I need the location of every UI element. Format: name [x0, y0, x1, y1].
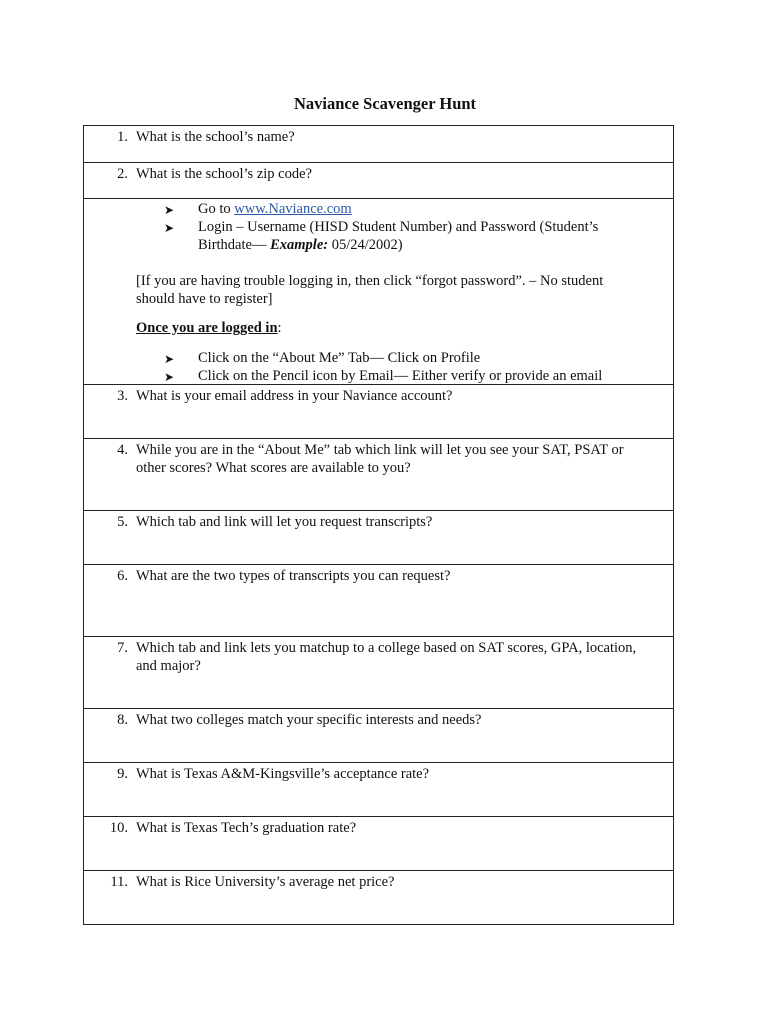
- question-text: Which tab and link will let you request transcripts?: [136, 514, 433, 530]
- login-text-line1: Login – Username (HISD Student Number) and Password (Student’s: [198, 219, 599, 235]
- question-row-8: [84, 709, 673, 763]
- logged-in-heading-text: Once you are logged in: [136, 320, 278, 336]
- example-label: Example:: [270, 237, 329, 253]
- arrow-bullet-icon: ➤: [164, 203, 175, 217]
- question-text: What are the two types of transcripts you can request?: [136, 568, 451, 584]
- naviance-link[interactable]: www.Naviance.com: [234, 201, 352, 217]
- login-text-line2: Birthdate—: [198, 237, 271, 253]
- question-row-4: [84, 439, 673, 511]
- goto-prefix: Go to: [198, 201, 235, 217]
- question-number: 6.: [117, 568, 128, 584]
- question-number: 9.: [117, 766, 128, 782]
- question-number: 3.: [117, 388, 128, 404]
- question-number: 2.: [117, 166, 128, 182]
- question-row-2: [84, 163, 673, 199]
- trouble-line1: [If you are having trouble logging in, then click “forgot password”. – No student: [136, 273, 604, 289]
- question-text: What is the school’s zip code?: [136, 166, 312, 182]
- question-text: What is Rice University’s average net price?: [136, 874, 395, 890]
- question-number: 1.: [117, 129, 128, 145]
- question-row-5: [84, 511, 673, 565]
- question-row-10: [84, 817, 673, 871]
- logged-in-colon: :: [277, 320, 282, 336]
- question-text: What is Texas A&M-Kingsville’s acceptance rate?: [136, 766, 430, 782]
- arrow-bullet-icon: ➤: [164, 352, 175, 366]
- question-number: 11.: [110, 874, 128, 890]
- question-number: 4.: [117, 442, 128, 458]
- question-number: 7.: [117, 640, 128, 656]
- trouble-line2: should have to register]: [136, 291, 273, 307]
- question-row-7: [84, 637, 673, 709]
- question-text: What is Texas Tech’s graduation rate?: [136, 820, 357, 836]
- step2-text: Click on the Pencil icon by Email— Either verify or provide an email: [198, 368, 603, 384]
- login-instructions: [84, 199, 673, 385]
- question-row-11: [84, 871, 673, 925]
- arrow-bullet-icon: ➤: [164, 370, 175, 384]
- logged-in-heading: [136, 319, 645, 337]
- question-number: 5.: [117, 514, 128, 530]
- question-text: What is your email address in your Naviance account?: [136, 388, 453, 404]
- question-table: [83, 125, 674, 925]
- question-row-1: [84, 126, 673, 163]
- step1-text: Click on the “About Me” Tab— Click on Profile: [198, 350, 481, 366]
- question-number: 8.: [117, 712, 128, 728]
- example-value: 05/24/2002): [328, 237, 403, 253]
- arrow-bullet-icon: ➤: [164, 221, 175, 235]
- question-text: Which tab and link lets you matchup to a college based on SAT scores, GPA, location, and major?: [136, 640, 637, 674]
- question-row-9: [84, 763, 673, 817]
- question-number: 10.: [109, 820, 128, 836]
- question-text: While you are in the “About Me” tab which link will let you see your SAT, PSAT or other scores? What scores are available to you?: [136, 442, 624, 476]
- question-row-6: [84, 565, 673, 637]
- question-text: What two colleges match your specific interests and needs?: [136, 712, 482, 728]
- question-text: What is the school’s name?: [136, 129, 295, 145]
- trouble-note: [136, 272, 645, 308]
- question-row-3: [84, 385, 673, 439]
- page-title: Naviance Scavenger Hunt: [293, 94, 477, 113]
